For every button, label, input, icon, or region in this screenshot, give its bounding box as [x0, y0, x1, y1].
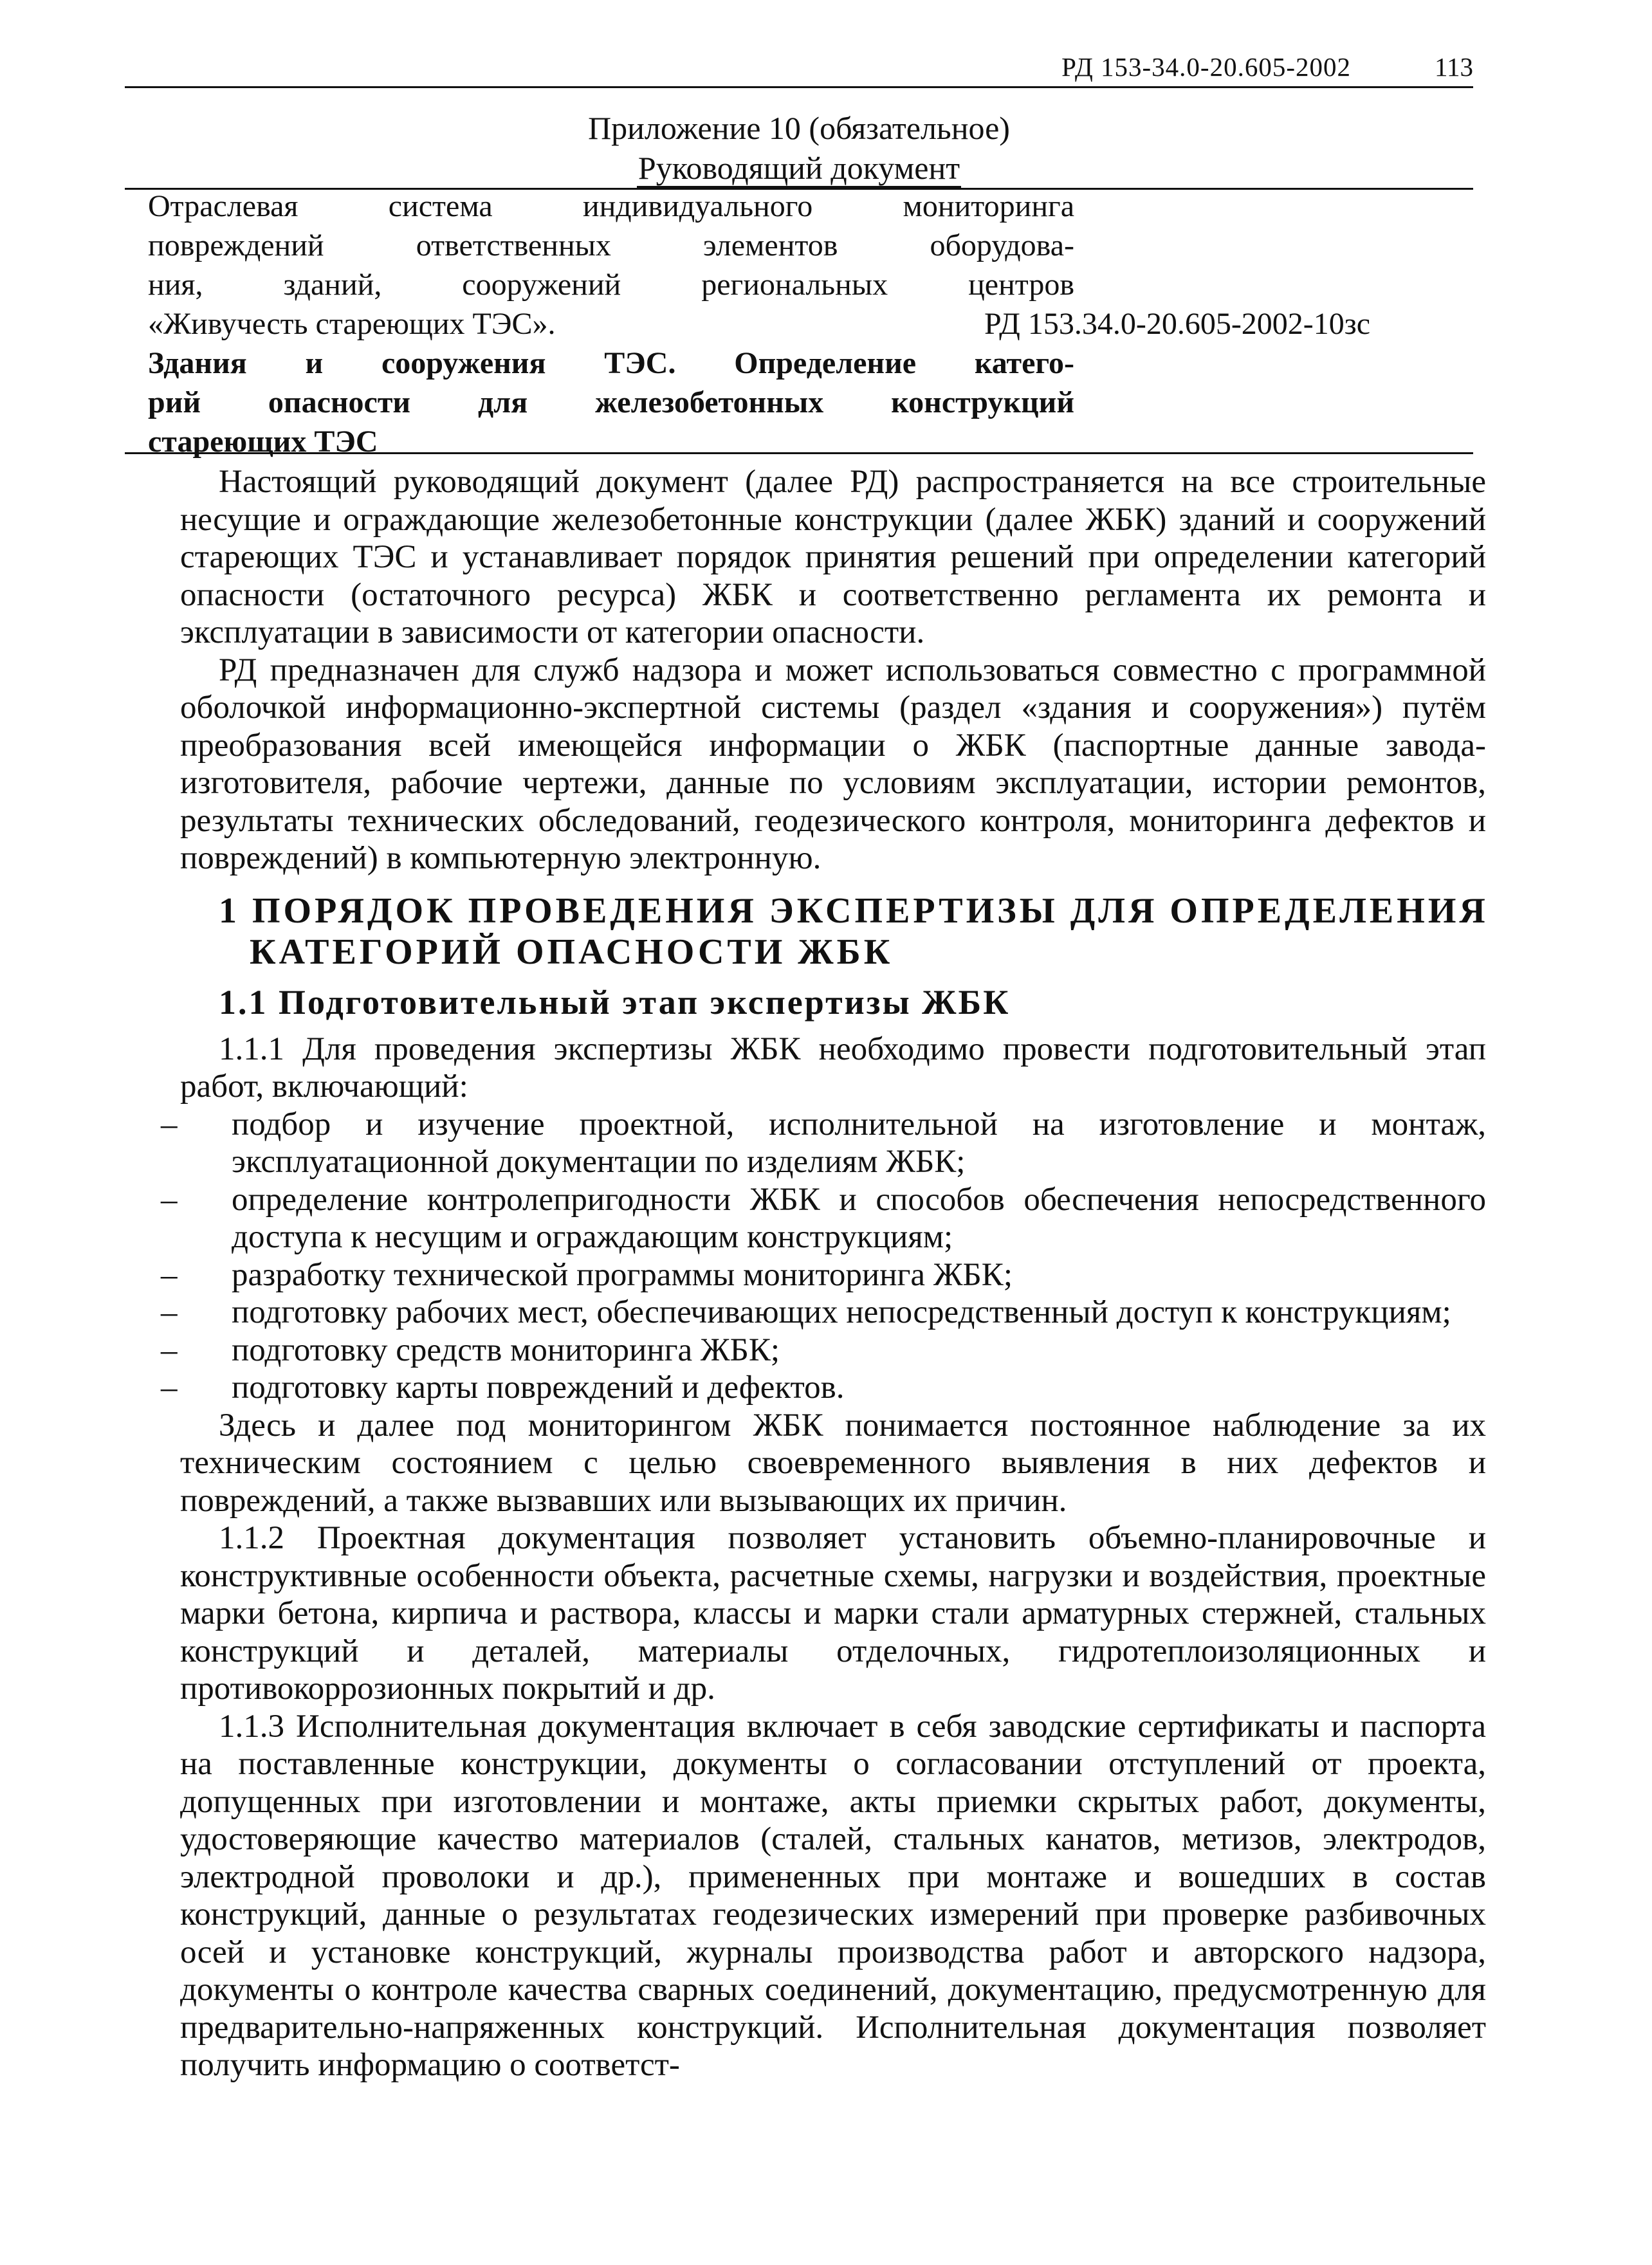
list-item	[161, 1369, 1486, 1407]
title-line: ния, зданий, сооружений региональных центров	[148, 268, 1074, 302]
appendix-block	[125, 108, 1473, 190]
body-text	[161, 463, 1489, 2084]
intro-paragraph: РД предназначен для служб надзора и может использоваться совместно с программной оболочкой информационно-экспертной системы (раздел «здания и сооружения») путём преобразования всей имеющейся информации о ЖБК (паспортные данные завода-изготовителя, рабочие чертежи, данные по условиям эксплуатации, истории ремонтов, результаты технических обследований, геодезического контроля, мониторинга дефектов и повреждений) в компьютерную электронную.	[180, 652, 1486, 876]
dash-marker: –	[161, 1294, 178, 1330]
title-block-bottom-rule	[125, 452, 1473, 454]
intro-paragraph: Настоящий руководящий документ (далее РД) распространяется на все строительные несущие и ограждающие железобетонные конструкции (далее ЖБК) зданий и сооружений стареющих ТЭС и устанавливает порядок принятия решений при определении категорий опасности (остаточного ресурса) ЖБК и соответственно регламента их ремонта и эксплуатации в зависимости от категории опасности.	[180, 464, 1486, 650]
title-line: повреждений ответственных элементов оборудова-	[148, 228, 1074, 262]
dash-marker: –	[161, 1256, 178, 1293]
page-number: 113	[1435, 52, 1473, 82]
header-doc-code: РД 153-34.0-20.605-2002	[1061, 52, 1351, 82]
subsection-heading: 1.1 Подготовительный этап экспертизы ЖБК	[219, 982, 1011, 1022]
title-bold-line: Здания и сооружения ТЭС. Определение катего-	[148, 346, 1074, 380]
appendix-doc-type	[125, 148, 1473, 187]
paragraph-1-1-2: 1.1.2 Проектная документация позволяет установить объемно-планировочные и конструктивные особенности объекта, расчетные схемы, нагрузки и воздействия, проектные марки бетона, кирпича и раствора, классы и марки стали арматурных стержней, стальных конструкций и деталей, материалы отделочных, гидротеплоизоляционных и противокоррозионных покрытий и др.	[180, 1520, 1486, 1707]
title-block	[125, 187, 1473, 459]
doc-type-label: Руководящий документ	[637, 150, 961, 188]
dash-marker: –	[161, 1370, 178, 1406]
section-heading-line: КАТЕГОРИЙ ОПАСНОСТИ ЖБК	[250, 931, 894, 972]
list-item-text: подготовку рабочих мест, обеспечивающих непосредственный доступ к конструкциям;	[232, 1294, 1451, 1330]
list-item	[161, 1294, 1486, 1332]
paragraph-1-1-1: 1.1.1 Для проведения экспертизы ЖБК необходимо провести подготовительный этап работ, включающий:	[180, 1031, 1486, 1105]
title-line: Отраслевая система индивидуального мониторинга	[148, 189, 1074, 223]
list-item	[161, 1106, 1486, 1181]
dash-marker: –	[161, 1181, 178, 1218]
appendix-title: Приложение 10 (обязательное)	[588, 110, 1010, 146]
section-heading	[219, 890, 1489, 973]
list-item-text: определение контролепригодности ЖБК и способов обеспечения непосредственного доступа к несущим и ограждающим конструкциям;	[232, 1181, 1486, 1255]
list-item-text: подготовку карты повреждений и дефектов.	[232, 1370, 845, 1406]
title-block-doc-code: РД 153.34.0-20.605-2002-10зс	[984, 307, 1371, 341]
list-item-text: подготовку средств мониторинга ЖБК;	[232, 1332, 780, 1368]
prep-work-list	[161, 1106, 1486, 1407]
monitoring-definition: Здесь и далее под мониторингом ЖБК понимается постоянное наблюдение за их техническим состоянием с целью своевременного выявления в них дефектов и повреждений, а также вызвавших или вызывающих их причин.	[180, 1407, 1486, 1519]
list-item	[161, 1256, 1486, 1294]
title-bold-line: рий опасности для железобетонных конструкций	[148, 385, 1074, 419]
list-item	[161, 1181, 1486, 1256]
title-block-left	[148, 187, 1074, 461]
running-header	[125, 50, 1473, 88]
list-item	[161, 1332, 1486, 1370]
title-bold-line: стареющих ТЭС	[148, 425, 378, 459]
title-line: «Живучесть стареющих ТЭС».	[148, 307, 556, 341]
list-item-text: разработку технической программы мониторинга ЖБК;	[232, 1256, 1013, 1293]
section-heading-line: 1 ПОРЯДОК ПРОВЕДЕНИЯ ЭКСПЕРТИЗЫ ДЛЯ ОПРЕДЕЛЕНИЯ	[219, 890, 1489, 931]
dash-marker: –	[161, 1332, 178, 1368]
paragraph-1-1-3: 1.1.3 Исполнительная документация включает в себя заводские сертификаты и паспорта на поставленные конструкции, документы о согласовании отступлений от проекта, допущенных при изготовлении и монтаже, акты приемки скрытых работ, документы, удостоверяющие качество материалов (сталей, стальных канатов, метизов, электродов, электродной проволоки и др.), примененных при монтаже и вошедших в состав конструкций, данные о результатах геодезических измерений при проверке разбивочных осей и установке конструкций, журналы производства работ и авторского надзора, документы о контроле качества сварных соединений, документацию, предусмотренную для предварительно-напряженных конструкций. Исполнительная документация позволяет получить информацию о соответст-	[180, 1708, 1486, 2083]
dash-marker: –	[161, 1106, 178, 1142]
list-item-text: подбор и изучение проектной, исполнительной на изготовление и монтаж, эксплуатационной документации по изделиям ЖБК;	[232, 1106, 1486, 1180]
